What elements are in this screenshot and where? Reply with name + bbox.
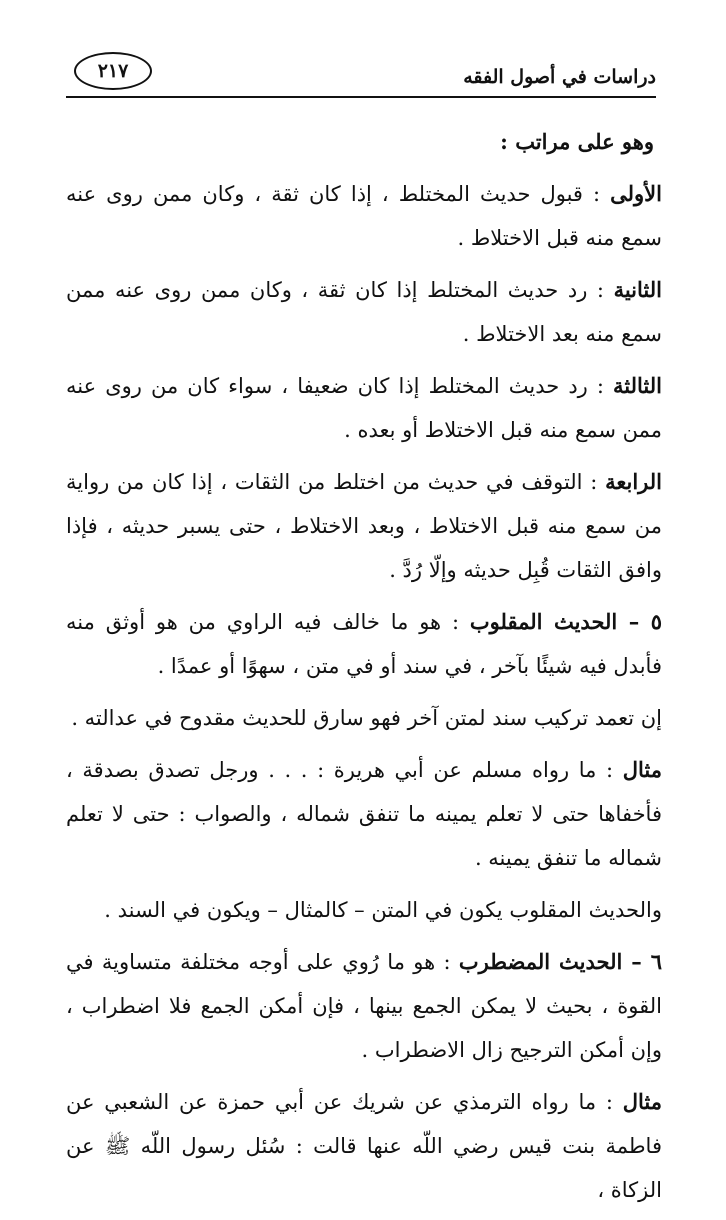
paragraph-rank-1 xyxy=(66,172,662,260)
paragraph-lead: الأولى xyxy=(610,181,662,206)
paragraph-text: : رد حديث المختلط إذا كان ثقة ، وكان ممن روى عنه ممن سمع منه بعد الاختلاط . xyxy=(66,278,662,346)
paragraph-lead: ٥ – الحديث المقلوب xyxy=(469,609,662,634)
paragraph-maqlub-definition xyxy=(66,600,662,688)
paragraph-text: والحديث المقلوب يكون في المتن – كالمثال – ويكون في السند . xyxy=(104,898,662,922)
paragraph-text: : التوقف في حديث من اختلط من الثقات ، إذا كان من رواية من سمع منه قبل الاختلاط ، وبعد الاختلاط ، حتى يسبر حديثه ، فإذا وافق الثقات قُبِل حديثه وإلّا رُدَّ . xyxy=(66,470,662,582)
page-number: ٢١٧ xyxy=(74,52,152,90)
paragraph-maqlub-example xyxy=(66,748,662,880)
paragraph-text: : رد حديث المختلط إذا كان ضعيفا ، سواء كان من روى عنه ممن سمع منه قبل الاختلاط أو بعده . xyxy=(66,374,662,442)
paragraph-lead: الثانية xyxy=(613,277,662,302)
paragraph-rank-2 xyxy=(66,268,662,356)
page-body xyxy=(66,120,662,1220)
paragraph-rank-4 xyxy=(66,460,662,592)
page-header xyxy=(66,52,656,102)
intro-line: وهو على مراتب : xyxy=(500,129,654,154)
paragraph-mudtarib-example xyxy=(66,1080,662,1212)
header-rule xyxy=(66,96,656,98)
paragraph-maqlub-note xyxy=(66,696,662,740)
book-title: دراسات في أصول الفقه xyxy=(463,66,656,88)
paragraph-lead: مثال xyxy=(622,1089,662,1114)
paragraph-lead: ٦ – الحديث المضطرب xyxy=(458,949,662,974)
paragraph-lead: الرابعة xyxy=(605,469,662,494)
paragraph-text: إن تعمد تركيب سند لمتن آخر فهو سارق للحديث مقدوح في عدالته . xyxy=(71,706,662,730)
paragraph-text: : ما رواه الترمذي عن شريك عن أبي حمزة عن الشعبي عن فاطمة بنت قيس رضي اللّه عنها قالت : سُئل رسول اللّه ﷺ عن الزكاة ، xyxy=(66,1090,662,1202)
paragraph-text: : قبول حديث المختلط ، إذا كان ثقة ، وكان ممن روى عنه سمع منه قبل الاختلاط . xyxy=(66,182,662,250)
paragraph-rank-3 xyxy=(66,364,662,452)
paragraph-text: : هو ما خالف فيه الراوي من هو أوثق منه فأبدل فيه شيئًا بآخر ، في سند أو في متن ، سهوًا أو عمدًا . xyxy=(66,610,662,678)
paragraph-lead: مثال xyxy=(622,757,662,782)
paragraph-text: : هو ما رُوي على أوجه مختلفة متساوية في القوة ، بحيث لا يمكن الجمع بينها ، فإن أمكن الجمع فلا اضطراب ، وإن أمكن الترجيح زال الاضطراب . xyxy=(66,950,662,1062)
paragraph-text: : ما رواه مسلم عن أبي هريرة : . . . ورجل تصدق بصدقة ، فأخفاها حتى لا تعلم يمينه ما تنفق شماله ، والصواب : حتى لا تعلم شماله ما تنفق يمينه . xyxy=(66,758,662,870)
paragraph-lead: الثالثة xyxy=(613,373,662,398)
paragraph-mudtarib-definition xyxy=(66,940,662,1072)
paragraph-maqlub-location xyxy=(66,888,662,932)
